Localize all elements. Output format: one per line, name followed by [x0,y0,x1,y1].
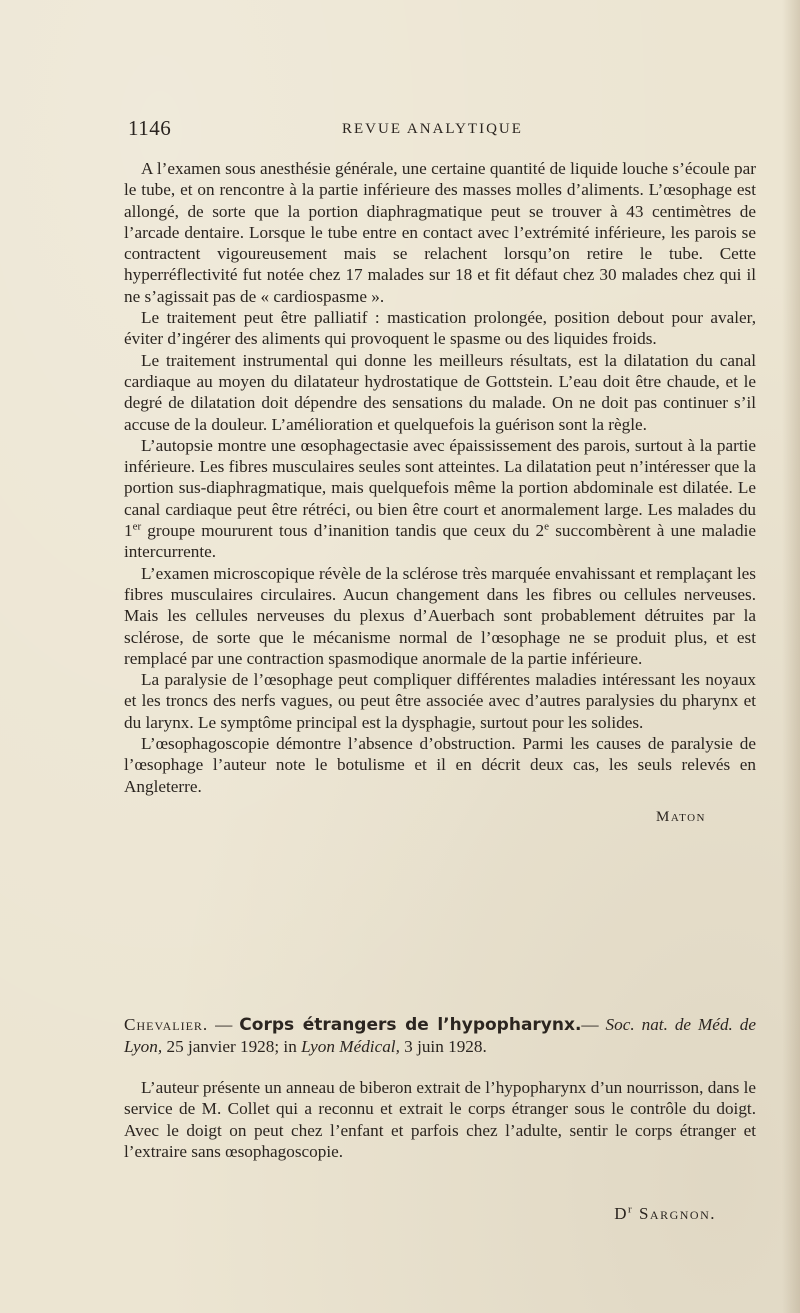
page-number: 1146 [128,116,172,140]
citation-author: Chevalier. [124,1015,209,1034]
citation-date: 25 janvier 1928; in [162,1037,302,1057]
ordinal-suffix: er [132,520,142,533]
citation-journal: Soc. nat. de Méd. de Lyon, [124,1015,757,1057]
citation-journal: Lyon Médical, [301,1037,400,1057]
paragraph: Le traitement peut être palliatif : mastication prolongée, position debout pour avaler, éviter d’ingérer des aliments qui provoquent le spasme ou des liquides froids. [124,308,756,349]
ordinal-suffix: e [544,520,550,533]
article-2-citation [124,1014,756,1058]
citation-date: 3 juin 1928. [399,1037,487,1057]
paragraph-autopsy [124,435,756,563]
paragraph-text: L’autopsie montre une œsophagectasie avec épaississement des parois, surtout à la partie inférieure. Les fibres musculaires seules sont atteintes. La dilatation peut n’intéresser que la portion sus-diaphragmatique, mais quelquefois même la portion abdominale est dilatée. Le canal cardiaque peut être rétréci, ou bien être court et anormalement large. Les malades du [124,435,756,519]
citation-dash: — [208,1015,240,1034]
author-signature: Maton [656,808,706,825]
page-edge-shadow [782,0,800,1313]
citation-title: Corps étrangers de l’hypopharynx. [239,1015,582,1035]
paragraph: L’œsophagoscopie démontre l’absence d’obstruction. Parmi les causes de paralysie de l’œsophage l’auteur note le botulisme et il en décrit deux cas, les seuls relevés en Angleterre. [124,734,756,796]
running-title: REVUE ANALYTIQUE [342,121,523,137]
page-header [128,116,758,142]
signature-title-suffix: r [628,1203,634,1216]
paragraph: L’auteur présente un anneau de biberon extrait de l’hypopharynx d’un nourrisson, dans le service de M. Collet qui a reconnu et extrait le corps étranger sous le contrôle du doigt. Avec le doigt on peut chez l’enfant et parfois chez l’adulte, sentir le corps étranger et l’extraire sans œsophagoscopie. [124,1078,756,1161]
ordinal-number: 1 [124,521,133,541]
paragraph: Le traitement instrumental qui donne les meilleurs résultats, est la dilatation du canal cardiaque au moyen du dilatateur hydrostatique de Gottstein. L’eau doit être chaude, et le degré de dilatation doit dépendre des sensations du malade. On ne doit pas continuer s’il accuse de la douleur. L’amélioration et quelquefois la guérison sont la règle. [124,350,756,434]
signature-name: Sargnon. [638,1204,716,1223]
paragraph: L’examen microscopique révèle de la sclérose très marquée envahissant et remplaçant les fibres musculaires circulaires. Aucun changement dans les fibres ou cellules nerveuses. Mais les cellules nerveuses du plexus d’Auerbach sont probablement détruites par la sclérose, de sorte que le mécanisme normal de l’œsophage ne se produit plus, et est remplacé par une contraction spasmodique anormale de la partie inférieure. [124,563,756,668]
paragraph-text: succombèrent à une maladie intercurrente. [124,521,756,562]
author-signature-2 [614,1204,716,1224]
article-2-body [124,1077,756,1162]
citation-dash: — [581,1015,606,1034]
paragraph: A l’examen sous anesthésie générale, une certaine quantité de liquide louche s’écoule par le tube, et on rencontre à la partie inférieure des masses molles d’aliments. L’œsophage est allongé, de sorte que la portion diaphragmatique peut se trouver à 43 centimètres de l’arcade dentaire. Lorsque le tube entre en contact avec l’extrémité inférieure, les parois se contractent vigoureusement mais se relachent lorsqu’on retire le tube. Cette hyperréflectivité fut notée chez 17 malades sur 18 et fit défaut chez 30 malades chez qui il ne s’agissait pas de « cardiospasme ». [124,159,756,306]
signature-title: D [614,1204,629,1223]
paragraph: La paralysie de l’œsophage peut compliquer différentes maladies intéressant les noyaux et les troncs des nerfs vagues, ou peut être associée avec d’autres paralysies du pharynx et du larynx. Le symptôme principal est la dysphagie, surtout pour les solides. [124,670,756,732]
article-1-body [124,158,756,828]
paragraph-text: groupe moururent tous d’inanition tandis que ceux du 2 [141,521,545,541]
